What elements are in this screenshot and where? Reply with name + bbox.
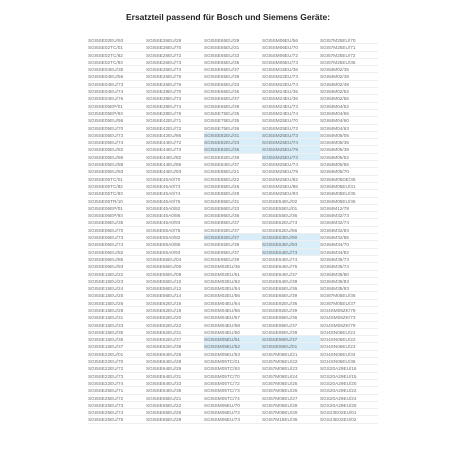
model-number-cell: SGI5SE62EU/37 <box>146 336 204 343</box>
model-number-cell: SGI5SE15EU/24 <box>88 285 146 292</box>
model-number-cell: SGS20A29EU/25 <box>320 402 378 409</box>
model-number-cell: SGI4SN06EU/23 <box>320 343 378 350</box>
model-number-cell: SGI5SM02EU/54 <box>204 285 262 292</box>
model-number-cell: SGI5SE05EU/93 <box>88 168 146 175</box>
model-number-cell: SGI5SE02TC/01 <box>88 44 146 51</box>
model-number-cell: SGI5SE95EU/39 <box>262 329 320 336</box>
model-number-cell: SGI5SE26EU/72 <box>146 52 204 59</box>
model-number-cell: SGI5SE96EU/01 <box>262 343 320 350</box>
model-number-cell: SGI5SE62EU/73 <box>262 219 320 226</box>
model-number-cell: SGI5SE85EU/22 <box>204 176 262 183</box>
model-number-cell: SGI4SN06EU/21 <box>320 329 378 336</box>
model-number-cell: SGI5SE55EU/01 <box>262 205 320 212</box>
model-number-cell: SGI5SE95EU/37 <box>262 322 320 329</box>
model-number-cell: SGI5SM05TC/72 <box>204 380 262 387</box>
model-number-cell: SGI84M32/86 <box>320 234 378 241</box>
model-number-cell: SGI87M05EU/36 <box>320 292 378 299</box>
model-number-cell: SGI5SM25EU/74 <box>262 139 320 146</box>
model-number-cell: SGI84M02/35 <box>320 66 378 73</box>
model-number-cell: SGI5SM05TC/74 <box>204 395 262 402</box>
model-number-cell: SGI5SM25EU/73 <box>262 132 320 139</box>
model-number-cell: SGI5SM04EU/50 <box>204 329 262 336</box>
model-number-cell: SGI5SE05EU/56 <box>88 117 146 124</box>
part-number-table <box>88 37 378 437</box>
model-number-cell: SGI5SE05EU/73 <box>88 132 146 139</box>
model-number-cell: SGI84M04/63 <box>320 125 378 132</box>
model-number-cell: SGI84M05DE/36 <box>320 176 378 183</box>
model-number-cell: SGI5SE45A0/76 <box>146 198 204 205</box>
model-number-cell: SGI5SE26EU/29 <box>146 37 204 44</box>
model-number-cell: SGI84M34/70 <box>320 241 378 248</box>
model-number-cell: SGI5SE62EU/16 <box>146 300 204 307</box>
model-number-cell: SGI5SE05TC/01 <box>88 176 146 183</box>
model-number-cell: SGI5SE45A0/73 <box>146 183 204 190</box>
model-number-cell: SGI5SE04EU/74 <box>88 88 146 95</box>
model-number-cell: SGI5SE64EU/35 <box>146 387 204 394</box>
model-number-cell: SGI5SE44EU/82 <box>146 154 204 161</box>
model-number-cell: SGI5SM24EU/74 <box>262 110 320 117</box>
model-number-cell: SGI5SM04EU/56 <box>204 307 262 314</box>
model-number-cell: SGI5SE56EU/10 <box>146 278 204 285</box>
model-number-cell: SGI5SE15EU/33 <box>88 322 146 329</box>
model-number-cell: SGI5SE06EP/01 <box>88 205 146 212</box>
model-number-cell: SGI5SE06EP/93 <box>88 212 146 219</box>
model-number-cell: SGI5SE86EU/33 <box>204 205 262 212</box>
model-number-cell: SGI5SE85EU/21 <box>204 168 262 175</box>
model-number-cell: SGI57M06EU/26 <box>262 387 320 394</box>
model-number-cell: SGI5SE54EU/02 <box>262 198 320 205</box>
model-number-cell: SGI5SE65EU/28 <box>146 416 204 423</box>
column-3 <box>204 37 262 437</box>
model-number-cell: SGI5SE65EU/26 <box>146 409 204 416</box>
model-number-cell: SGI5SE75EU/35 <box>204 110 262 117</box>
model-number-cell: SGI5SE06EU/35 <box>88 219 146 226</box>
model-number-cell: SGI5SE56EU/06 <box>146 263 204 270</box>
model-number-cell: SGI5SE65EU/29 <box>204 37 262 44</box>
model-number-cell: SGI5SE62EU/31 <box>146 329 204 336</box>
model-number-cell: SGI5SM24EU/35 <box>262 88 320 95</box>
model-number-cell: SGI5SE25EU/74 <box>88 409 146 416</box>
model-number-cell: SGS20A29EU/15 <box>320 373 378 380</box>
model-number-cell: SGI84M05/35 <box>320 139 378 146</box>
model-number-cell: SGI5SE95EU/37 <box>204 249 262 256</box>
model-number-cell: SGI5SE64EU/29 <box>146 365 204 372</box>
model-number-cell: SGI5SE65EU/31 <box>204 44 262 51</box>
model-number-cell: SGI5SE15EU/25 <box>88 292 146 299</box>
page-title: Ersatzteil passend für Bosch und Siemens Geräte: <box>125 12 331 22</box>
model-number-cell: SGS23E02EU/02 <box>320 416 378 423</box>
model-number-cell: SGI5SE96EU/37 <box>262 336 320 343</box>
model-number-cell: SGI84M32/73 <box>320 212 378 219</box>
model-number-cell: SGI5SE65EU/33 <box>204 52 262 59</box>
model-number-cell: SGI5SE02TC/82 <box>88 52 146 59</box>
model-number-cell: SGI5SM22EU/74 <box>262 81 320 88</box>
model-number-cell: SGI84M05/70 <box>320 168 378 175</box>
model-number-cell: SGI5SE05EP/01 <box>88 103 146 110</box>
model-number-cell: SGI5SE92EU/37 <box>204 234 262 241</box>
model-number-cell: SGI5SE25EU/72 <box>88 395 146 402</box>
model-number-cell: SGI5SE55A0/93 <box>146 249 204 256</box>
model-number-cell: SGI5SE82EU/36 <box>204 146 262 153</box>
model-number-cell: SGS20A29EU/16 <box>320 365 378 372</box>
model-number-cell: SGI5SE92EU/39 <box>262 307 320 314</box>
model-number-cell: SGI5SE84EU/37 <box>204 161 262 168</box>
model-number-cell: SGI5SE04EU/73 <box>88 81 146 88</box>
model-number-cell: SGI5SE65EU/21 <box>146 395 204 402</box>
model-number-cell: SGI5SE25EU/71 <box>88 387 146 394</box>
model-number-cell: SGI5SM05TC/70 <box>204 373 262 380</box>
model-number-cell: SGI57M06EU/28 <box>262 402 320 409</box>
model-number-cell: SGI5SE26EU/73 <box>146 59 204 66</box>
model-number-cell: SGI84M04/52 <box>320 103 378 110</box>
model-number-cell: SGI57M25EU/72 <box>320 52 378 59</box>
model-number-cell: SGI84M35/73 <box>320 256 378 263</box>
model-number-cell: SGI84M05EU/31 <box>320 183 378 190</box>
model-number-cell: SGI84M35/80 <box>320 271 378 278</box>
model-number-cell: SGI5SE64EU/28 <box>146 358 204 365</box>
model-number-cell: SGI5SM25EU/79 <box>262 168 320 175</box>
model-number-cell: SGI5SE64EU/74 <box>262 256 320 263</box>
column-1 <box>88 37 146 437</box>
model-number-cell: SGI5SE05EU/74 <box>88 139 146 146</box>
model-number-cell: SGI57M06EU/25 <box>262 380 320 387</box>
model-number-cell: SGI5SE62EU/19 <box>146 307 204 314</box>
model-number-cell: SGI5SE65EU/36 <box>262 285 320 292</box>
model-number-cell: SGI5SE55EU/36 <box>262 212 320 219</box>
model-number-cell: SGI4SM05ZK/79 <box>320 307 378 314</box>
model-number-cell: SGI5SM02EU/36 <box>204 263 262 270</box>
model-number-cell: SGI5SE42EU/86 <box>146 132 204 139</box>
model-number-cell: SGI5SE45A0/86 <box>146 212 204 219</box>
model-number-cell: SGI5SE56EU/14 <box>146 292 204 299</box>
model-number-cell: SGI4SM05ZK/79 <box>320 322 378 329</box>
column-4 <box>262 37 320 437</box>
model-number-cell: SGI5SE22EU/73 <box>88 373 146 380</box>
model-number-cell: SGI84M04/60 <box>320 117 378 124</box>
model-number-cell: SGI5SM05TC/01 <box>204 358 262 365</box>
model-number-cell: SGI57M06EU/22 <box>262 358 320 365</box>
model-number-cell: SGI84M02/56 <box>320 95 378 102</box>
model-number-cell: SGI5SE75EU/35 <box>204 117 262 124</box>
model-number-cell: SGI5SE05TC/82 <box>88 183 146 190</box>
model-number-cell: SGI5SM02EU/56 <box>204 292 262 299</box>
model-number-cell: SGI5SE56EU/12 <box>146 285 204 292</box>
model-number-cell: SGI5SE95EU/39 <box>204 256 262 263</box>
model-number-cell: SGI84M05EU/35 <box>320 190 378 197</box>
model-number-cell: SGI5SE56EU/04 <box>146 256 204 263</box>
model-number-cell: SGI84M05/56 <box>320 161 378 168</box>
model-number-cell: SGI57M06EU/23 <box>262 365 320 372</box>
model-number-cell: SGI5SM04EU/58 <box>204 322 262 329</box>
model-number-cell: SGI5SE02EU/93 <box>88 37 146 44</box>
model-number-cell: SGI5SM04EU/54 <box>204 300 262 307</box>
model-number-cell: SGI5SE82EU/31 <box>204 132 262 139</box>
model-number-cell: SGI5SE86EU/31 <box>204 198 262 205</box>
model-number-cell: SGI5SE05EU/88 <box>88 161 146 168</box>
model-number-cell: SGI5SE64EU/76 <box>262 263 320 270</box>
model-number-cell: SGI5SE63EU/90 <box>262 234 320 241</box>
model-number-cell: SGI5SE28EU/73 <box>146 95 204 102</box>
model-number-cell: SGI5SE42EU/72 <box>146 125 204 132</box>
model-number-cell: SGI4SN06EU/36 <box>320 358 378 365</box>
model-number-cell: SGI5SM24EU/36 <box>262 95 320 102</box>
model-number-cell: SGI5SM25EU/82 <box>262 176 320 183</box>
model-number-cell: SGI5SM22EU/73 <box>262 73 320 80</box>
model-number-cell: SGI5SE75EU/36 <box>204 125 262 132</box>
model-number-cell: SGI5SE05TR/10 <box>88 198 146 205</box>
model-number-cell: SGI5SE66EU/39 <box>204 103 262 110</box>
model-number-cell: SGI5SE04EU/76 <box>88 95 146 102</box>
model-number-cell: SGI5SE04EU/56 <box>88 73 146 80</box>
model-number-cell: SGI5SE65EU/39 <box>262 292 320 299</box>
model-number-cell: SGI5SE82EU/39 <box>204 154 262 161</box>
model-number-cell: SGI5SE63EU/93 <box>262 241 320 248</box>
model-number-cell: SGI5SE04EU/35 <box>88 66 146 73</box>
model-number-cell: SGI5SM05TC/73 <box>204 387 262 394</box>
model-number-cell: SGI5SE62EU/86 <box>262 227 320 234</box>
model-number-cell: SGI5SM02EU/52 <box>204 278 262 285</box>
model-number-cell: SGI5SE15EU/36 <box>88 336 146 343</box>
model-number-cell: SGI5SE28EU/70 <box>146 88 204 95</box>
model-number-cell: SGI87M05EU/37 <box>320 300 378 307</box>
model-number-cell: SGI5SE45A0/74 <box>146 190 204 197</box>
model-number-cell: SGI5SE65EU/35 <box>204 59 262 66</box>
model-number-cell: SGI5SM25EU/72 <box>262 125 320 132</box>
model-number-cell: SGI5SM04EU/57 <box>204 314 262 321</box>
model-number-cell: SGI5SE56EU/08 <box>146 271 204 278</box>
model-number-cell: SGI84M02/48 <box>320 81 378 88</box>
model-number-cell: SGS23E02EU/01 <box>320 409 378 416</box>
model-number-cell: SGI5SE22EU/72 <box>88 365 146 372</box>
model-number-cell: SGS20A29EU/20 <box>320 380 378 387</box>
model-number-cell: SGI5SM06EU/72 <box>204 409 262 416</box>
model-number-cell: SGI84M02/52 <box>320 88 378 95</box>
model-number-cell: SGI5SE15EU/22 <box>88 271 146 278</box>
model-number-cell: SGI57M06EU/24 <box>262 373 320 380</box>
model-number-cell: SGI57M25EU/36 <box>320 59 378 66</box>
model-number-cell: SGI5SE64EU/37 <box>262 271 320 278</box>
model-number-cell: SGI5SE62EU/20 <box>146 314 204 321</box>
model-number-cell: SGI5SM25EU/86 <box>262 183 320 190</box>
model-number-cell: SGI5SE22EU/70 <box>88 358 146 365</box>
model-number-cell: SGI5SE06EU/74 <box>88 241 146 248</box>
model-number-cell: SGI5SM02EU/51 <box>204 271 262 278</box>
model-number-cell: SGI5SE26EU/75 <box>146 73 204 80</box>
model-number-cell: SGI5SM06EU/56 <box>262 37 320 44</box>
model-number-cell: SGI84M32/74 <box>320 219 378 226</box>
model-number-cell: SGI5SE64EU/73 <box>262 249 320 256</box>
model-number-cell: SGI5SE64EU/26 <box>146 351 204 358</box>
model-number-cell: SGI5SE05TC/93 <box>88 190 146 197</box>
model-number-cell: SGI84M34/82 <box>320 249 378 256</box>
model-number-cell: SGI5SE26EU/74 <box>146 66 204 73</box>
model-number-cell: SGI5SE86EU/36 <box>204 212 262 219</box>
model-number-cell: SGI5SE15EU/37 <box>88 343 146 350</box>
model-number-cell: SGI4SN06EU/22 <box>320 336 378 343</box>
model-number-cell: SGI5SE44EU/86 <box>146 161 204 168</box>
model-number-cell: SGI5SM25EU/79 <box>262 146 320 153</box>
model-number-cell: SGI5SE44EU/73 <box>146 146 204 153</box>
model-number-cell: SGI84M04/56 <box>320 110 378 117</box>
model-number-cell: SGI5SE05EU/70 <box>88 125 146 132</box>
model-number-cell: SGI5SE05EP/93 <box>88 110 146 117</box>
column-2 <box>146 37 204 437</box>
model-number-cell: SGI4SN06EU/34 <box>320 351 378 358</box>
model-number-cell: SGI84M05/05 <box>320 132 378 139</box>
model-number-cell: SGI5SE26EU/70 <box>146 44 204 51</box>
model-number-cell: SGI5SE66EU/36 <box>204 88 262 95</box>
model-number-cell: SGI5SM25EU/70 <box>262 117 320 124</box>
model-number-cell: SGI5SE05EU/82 <box>88 146 146 153</box>
model-number-cell: SGI5SE64EU/31 <box>146 373 204 380</box>
model-number-cell: SGI5SE62EU/22 <box>146 322 204 329</box>
model-number-cell: SGI5SM24EU/73 <box>262 103 320 110</box>
model-number-cell: SGI5SE66EU/37 <box>204 95 262 102</box>
model-number-cell: SGI5SM06EU/73 <box>204 416 262 423</box>
model-number-cell: SGI57M25EU/71 <box>320 44 378 51</box>
model-number-cell: SGI5SM05EU/51 <box>204 336 262 343</box>
model-number-cell: SGI5SE26EU/76 <box>146 81 204 88</box>
model-number-cell: SGI5SE06EU/73 <box>88 234 146 241</box>
model-number-cell: SGI84M12/78 <box>320 205 378 212</box>
model-number-cell: SGI5SE15EU/26 <box>88 300 146 307</box>
model-number-cell: SGI5SE06EU/86 <box>88 256 146 263</box>
model-number-cell: SGI5SM06EU/70 <box>262 44 320 51</box>
model-number-cell: SGI5SE86EU/37 <box>204 219 262 226</box>
model-number-cell: SGI5SE15EU/31 <box>88 314 146 321</box>
model-number-cell: SGI5SE28EU/76 <box>146 110 204 117</box>
column-5 <box>320 37 378 437</box>
model-number-cell: SGI84M05/38 <box>320 146 378 153</box>
model-number-cell: SGI5SE64EU/33 <box>146 380 204 387</box>
model-number-cell: SGI5SE55A0/82 <box>146 234 204 241</box>
model-number-cell: SGS20A29EU/24 <box>320 395 378 402</box>
model-number-cell: SGI84M35/83 <box>320 278 378 285</box>
model-number-cell: SGI5SE55A0/86 <box>146 241 204 248</box>
model-number-cell: SGI5SE85EU/28 <box>204 190 262 197</box>
model-number-cell: SGI5SM06EU/70 <box>204 402 262 409</box>
model-number-cell: SGI5SE05EU/86 <box>88 154 146 161</box>
model-number-cell: SGI5SE92EU/36 <box>262 300 320 307</box>
model-number-cell: SGI5SE44EU/72 <box>146 139 204 146</box>
model-number-cell: SGI84M35/74 <box>320 263 378 270</box>
model-number-cell: SGI5SE65EU/37 <box>204 66 262 73</box>
model-number-cell: SGI5SM25EU/74 <box>262 161 320 168</box>
model-number-cell: SGI5SE15EU/35 <box>88 329 146 336</box>
model-number-cell: SGI84M05EU/36 <box>320 198 378 205</box>
model-number-cell: SGI5SE85EU/26 <box>204 183 262 190</box>
model-number-cell: SGI5SM05TC/93 <box>204 365 262 372</box>
model-number-cell: SGI5SE22EU/01 <box>88 351 146 358</box>
model-number-cell: SGI5SE82EU/33 <box>204 139 262 146</box>
model-number-cell: SGI5SE25EU/73 <box>88 402 146 409</box>
model-number-cell: SGI5SM06EU/72 <box>262 52 320 59</box>
model-number-cell: SGI5SE45A0/82 <box>146 205 204 212</box>
model-number-cell: SGI5SE06EU/82 <box>88 249 146 256</box>
model-number-cell: SGI5SM06EU/73 <box>262 59 320 66</box>
model-number-cell: SGI5SE45A0/70 <box>146 176 204 183</box>
model-number-cell: SGI5SE64EU/39 <box>262 278 320 285</box>
model-number-cell: SGI5SE66EU/33 <box>204 81 262 88</box>
model-number-cell: SGI5SM05EU/53 <box>204 351 262 358</box>
model-number-cell: SGI5SE25EU/75 <box>88 416 146 423</box>
model-number-cell: SGS20A29EU/22 <box>320 387 378 394</box>
model-number-cell: SGI5SE06EU/93 <box>88 263 146 270</box>
model-number-cell: SGI4SM05ZK/73 <box>320 314 378 321</box>
model-number-cell: SGI84M05/52 <box>320 154 378 161</box>
model-number-cell: SGI5SE92EU/39 <box>204 241 262 248</box>
model-number-cell: SGI57M06EU/29 <box>262 409 320 416</box>
model-number-cell: SGI5SE55A0/76 <box>146 227 204 234</box>
model-number-cell: SGI5SE22EU/74 <box>88 380 146 387</box>
model-number-cell: SGI5SE95EU/36 <box>262 314 320 321</box>
model-number-cell: SGI57M15EU/35 <box>262 416 320 423</box>
model-number-cell: SGI5SE28EU/74 <box>146 103 204 110</box>
model-number-cell: SGI84M35/93 <box>320 285 378 292</box>
model-number-cell: SGI5SM25EU/93 <box>262 190 320 197</box>
model-number-cell: SGI5SE02TC/93 <box>88 59 146 66</box>
model-number-cell: SGI5SE15EU/28 <box>88 307 146 314</box>
model-number-cell: SGI5SM15EU/36 <box>262 66 320 73</box>
model-number-cell: SGI5SE44EU/93 <box>146 168 204 175</box>
model-number-cell: SGI5SE15EU/23 <box>88 278 146 285</box>
model-number-cell: SGI5SE92EU/37 <box>204 227 262 234</box>
model-number-cell: SGI5SE65EU/22 <box>146 402 204 409</box>
model-number-cell: SGI5SE65EU/39 <box>204 73 262 80</box>
model-number-cell: SGI5SM25EU/73 <box>262 154 320 161</box>
model-number-cell: SGI5SE06EU/70 <box>88 227 146 234</box>
model-number-cell: SGI84M32/83 <box>320 227 378 234</box>
model-number-cell: SGI84M02/38 <box>320 73 378 80</box>
model-number-cell: SGI5SE62EU/39 <box>146 343 204 350</box>
model-number-cell: SGI57M06EU/27 <box>262 395 320 402</box>
model-number-cell: SGI57M25EU/70 <box>320 37 378 44</box>
model-number-cell: SGI5SE45A0/93 <box>146 219 204 226</box>
model-number-cell: SGI5SM05EU/52 <box>204 343 262 350</box>
model-number-cell: SGI5SE42EU/71 <box>146 117 204 124</box>
model-number-cell: SGI57M06EU/21 <box>262 351 320 358</box>
